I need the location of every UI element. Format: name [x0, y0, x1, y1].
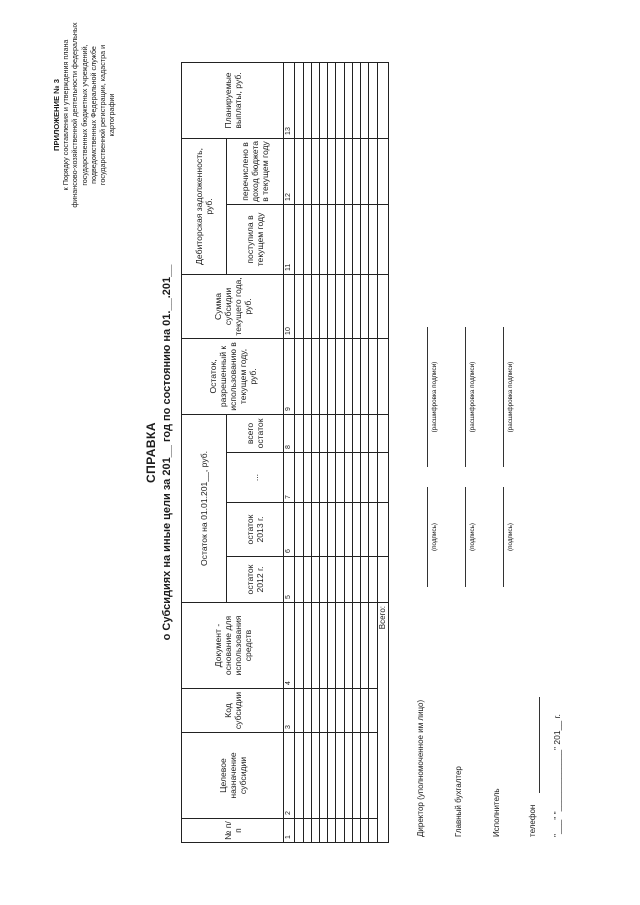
appendix-line: к Порядку составления и утверждения плана	[61, 39, 71, 191]
column-number: 10	[284, 274, 295, 338]
column-number: 13	[284, 62, 295, 138]
director-sign-caption: (подпись)	[431, 523, 438, 551]
table-row	[361, 62, 369, 842]
table-row	[311, 62, 319, 842]
appendix-line: финансово-хозяйственной деятельности федеральных	[70, 22, 80, 208]
column-number-row	[284, 62, 295, 842]
executor-decode-line	[503, 327, 504, 467]
table-row	[320, 62, 328, 842]
appendix-block	[52, 15, 116, 215]
header-document: Документ - основание для использования средств	[182, 603, 284, 689]
table-row	[295, 62, 303, 842]
column-number: 1	[284, 819, 295, 843]
table-row	[369, 62, 377, 842]
column-number: 9	[284, 338, 295, 414]
accountant-label: Главный бухгалтер	[454, 766, 463, 837]
accountant-sign-line	[465, 487, 466, 587]
table-row	[352, 62, 360, 842]
table-row	[336, 62, 344, 842]
column-number: 3	[284, 689, 295, 733]
date-line: "___" "_____________" 201__ г.	[552, 714, 562, 837]
total-label: Всего:	[377, 603, 388, 843]
subsidy-table	[181, 62, 389, 843]
header-subsidy: Сумма субсидии текущего года, руб.	[182, 274, 284, 338]
accountant-decode-caption: (расшифровка подписи)	[469, 361, 476, 433]
header-balance-total: всего остаток	[227, 414, 284, 452]
executor-decode-caption: (расшифровка подписи)	[507, 361, 514, 433]
header-debt-received: поступила в текущем году	[227, 204, 284, 274]
director-label: Директор (уполномоченное им лицо)	[416, 699, 425, 837]
table-row	[344, 62, 352, 842]
executor-label: Исполнитель	[492, 788, 501, 837]
executor-sign-caption: (подпись)	[507, 523, 514, 551]
appendix-line: подведомственных Федеральной службе	[88, 46, 98, 184]
appendix-line: государственной регистрации, кадастра и	[98, 44, 108, 186]
header-balance-etc: ...	[227, 453, 284, 503]
header-balance-2013: остаток 2013 г.	[227, 503, 284, 557]
header-permitted: Остаток, разрешенный к использованию в текущем году, руб.	[182, 338, 284, 414]
executor-sign-line	[503, 487, 504, 587]
appendix-title: ПРИЛОЖЕНИЕ № 3	[52, 79, 61, 151]
total-row	[377, 62, 388, 842]
table-row	[328, 62, 336, 842]
accountant-sign-caption: (подпись)	[469, 523, 476, 551]
column-number: 2	[284, 733, 295, 819]
director-sign-line	[427, 487, 428, 587]
column-number: 7	[284, 453, 295, 503]
document-subtitle: о Субсидиях на иные цели за 201__ год по состоянию на 01.__.201__	[161, 264, 173, 641]
table-row	[303, 62, 311, 842]
column-number: 12	[284, 138, 295, 204]
appendix-line: картографии	[107, 93, 117, 137]
phone-line	[539, 697, 540, 793]
accountant-decode-line	[465, 327, 466, 467]
header-debt-transferred: перечислено в доход бюджета в текущем году	[227, 138, 284, 204]
document-title: СПРАВКА	[144, 421, 158, 484]
column-number: 11	[284, 204, 295, 274]
header-debt: Дебиторская задолженность, руб.	[182, 138, 227, 274]
header-code: Код субсидии	[182, 689, 284, 733]
column-number: 4	[284, 603, 295, 689]
header-balance: Остаток на 01.01.201__, руб.	[182, 414, 227, 602]
phone-label: телефон	[528, 804, 537, 837]
column-number: 8	[284, 414, 295, 452]
header-purpose: Целевое назначение субсидии	[182, 733, 284, 819]
director-decode-caption: (расшифровка подписи)	[431, 361, 438, 433]
column-number: 5	[284, 557, 295, 603]
header-balance-2012: остаток 2012 г.	[227, 557, 284, 603]
header-planned: Планируемые выплаты, руб.	[182, 62, 284, 138]
director-decode-line	[427, 327, 428, 467]
appendix-line: государственных бюджетных учреждений,	[79, 44, 89, 186]
column-number: 6	[284, 503, 295, 557]
header-num: № п/п	[182, 819, 284, 843]
